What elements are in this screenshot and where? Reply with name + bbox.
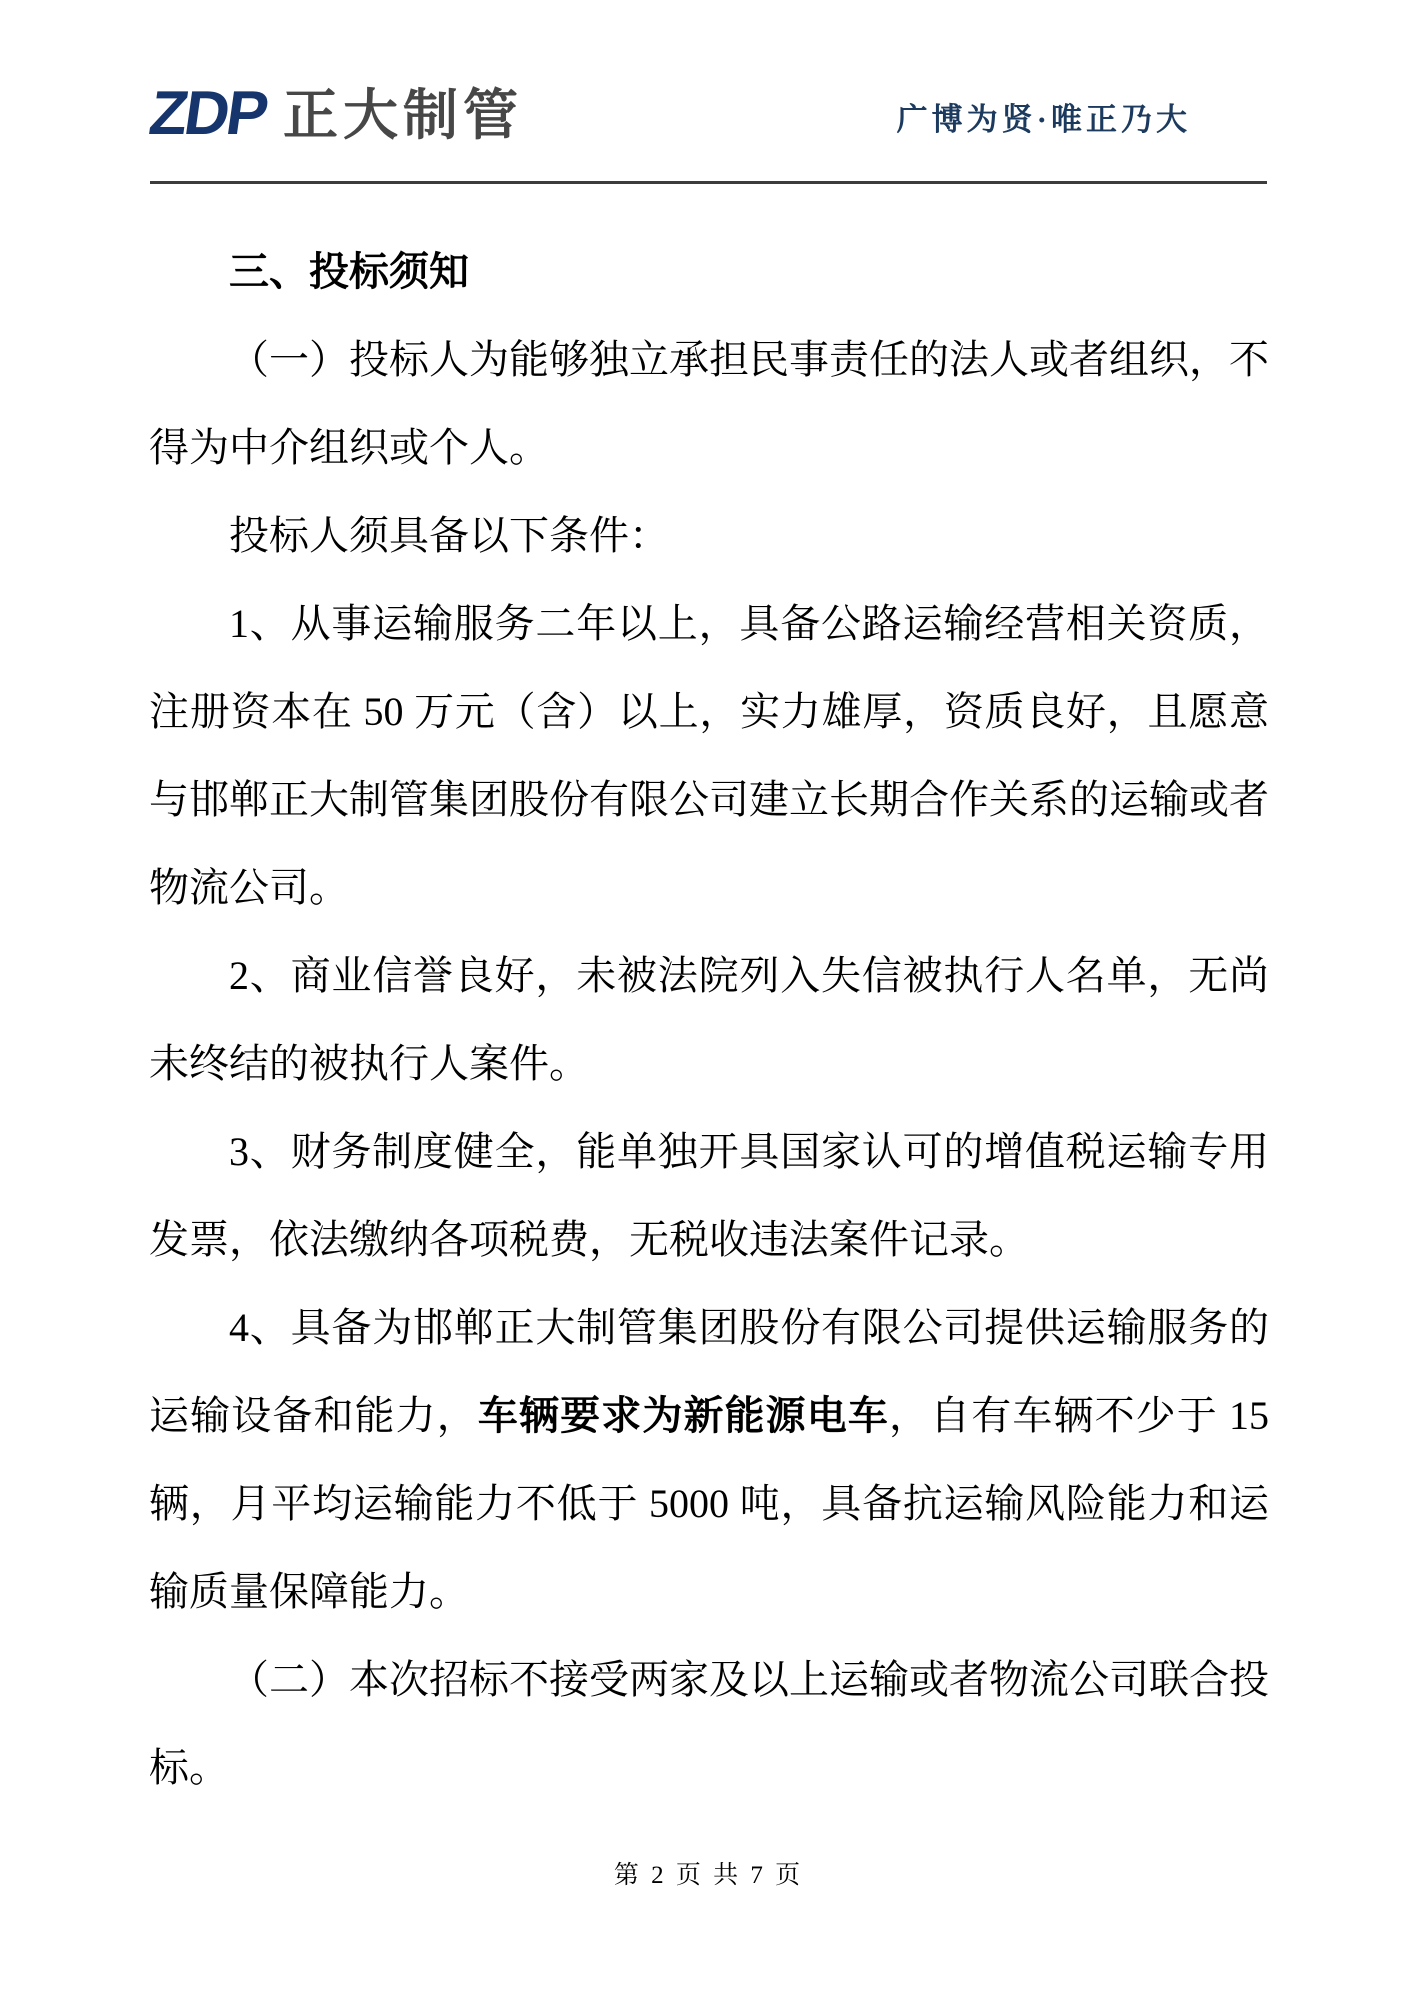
page-number: 第 2 页 共 7 页	[613, 1862, 804, 1889]
text-run: 投标人须具备以下条件：	[229, 513, 669, 558]
text-run-bold-ev-requirement: 车辆要求为新能源电车	[477, 1393, 890, 1438]
header-divider	[150, 181, 1267, 184]
text-run: （一）投标人为能够独立承担民事责任的法人或者组织，不得为中介组织或个人。	[149, 337, 1269, 470]
text-run: 4、具备为邯郸正大制管集团股份有限公司提供运输服务的运输设备和能力，	[149, 1305, 1269, 1438]
company-slogan: 广博为贤·唯正乃大	[896, 102, 1191, 137]
section-heading: 三、投标须知	[229, 249, 469, 294]
page-header	[145, 79, 1267, 148]
text-run: 1、从事运输服务二年以上，具备公路运输经营相关资质，注册资本在 50 万元（含）以上，实力雄厚，资质良好，且愿意与邯郸正大制管集团股份有限公司建立长期合作关系的运输或者物流公司。	[149, 601, 1269, 910]
paragraph-condition-3	[149, 1108, 1269, 1284]
paragraph-condition-4	[149, 1284, 1269, 1636]
paragraph-condition-1	[149, 580, 1269, 932]
page-footer	[0, 1855, 1417, 1891]
text-run: 2、商业信誉良好，未被法院列入失信被执行人名单，无尚未终结的被执行人案件。	[149, 953, 1269, 1086]
paragraph-no-joint-bids	[149, 1636, 1269, 1812]
text-run: ，自有车辆不少于 15 辆，月平均运输能力不低于 5000 吨，具备抗运输风险能力和运输质量保障能力。	[149, 1393, 1270, 1614]
paragraph-condition-2	[149, 932, 1269, 1108]
paragraph-conditions-intro	[149, 492, 1269, 580]
paragraph-bidder-definition	[149, 316, 1269, 492]
document-body	[149, 228, 1269, 1812]
text-run: （二）本次招标不接受两家及以上运输或者物流公司联合投标。	[149, 1657, 1269, 1790]
company-logo	[145, 79, 524, 148]
zdp-logo-mark: ZDP	[145, 79, 270, 148]
text-run: 3、财务制度健全，能单独开具国家认可的增值税运输专用发票，依法缴纳各项税费，无税收违法案件记录。	[149, 1129, 1269, 1262]
company-name-text: 正大制管	[283, 84, 524, 146]
